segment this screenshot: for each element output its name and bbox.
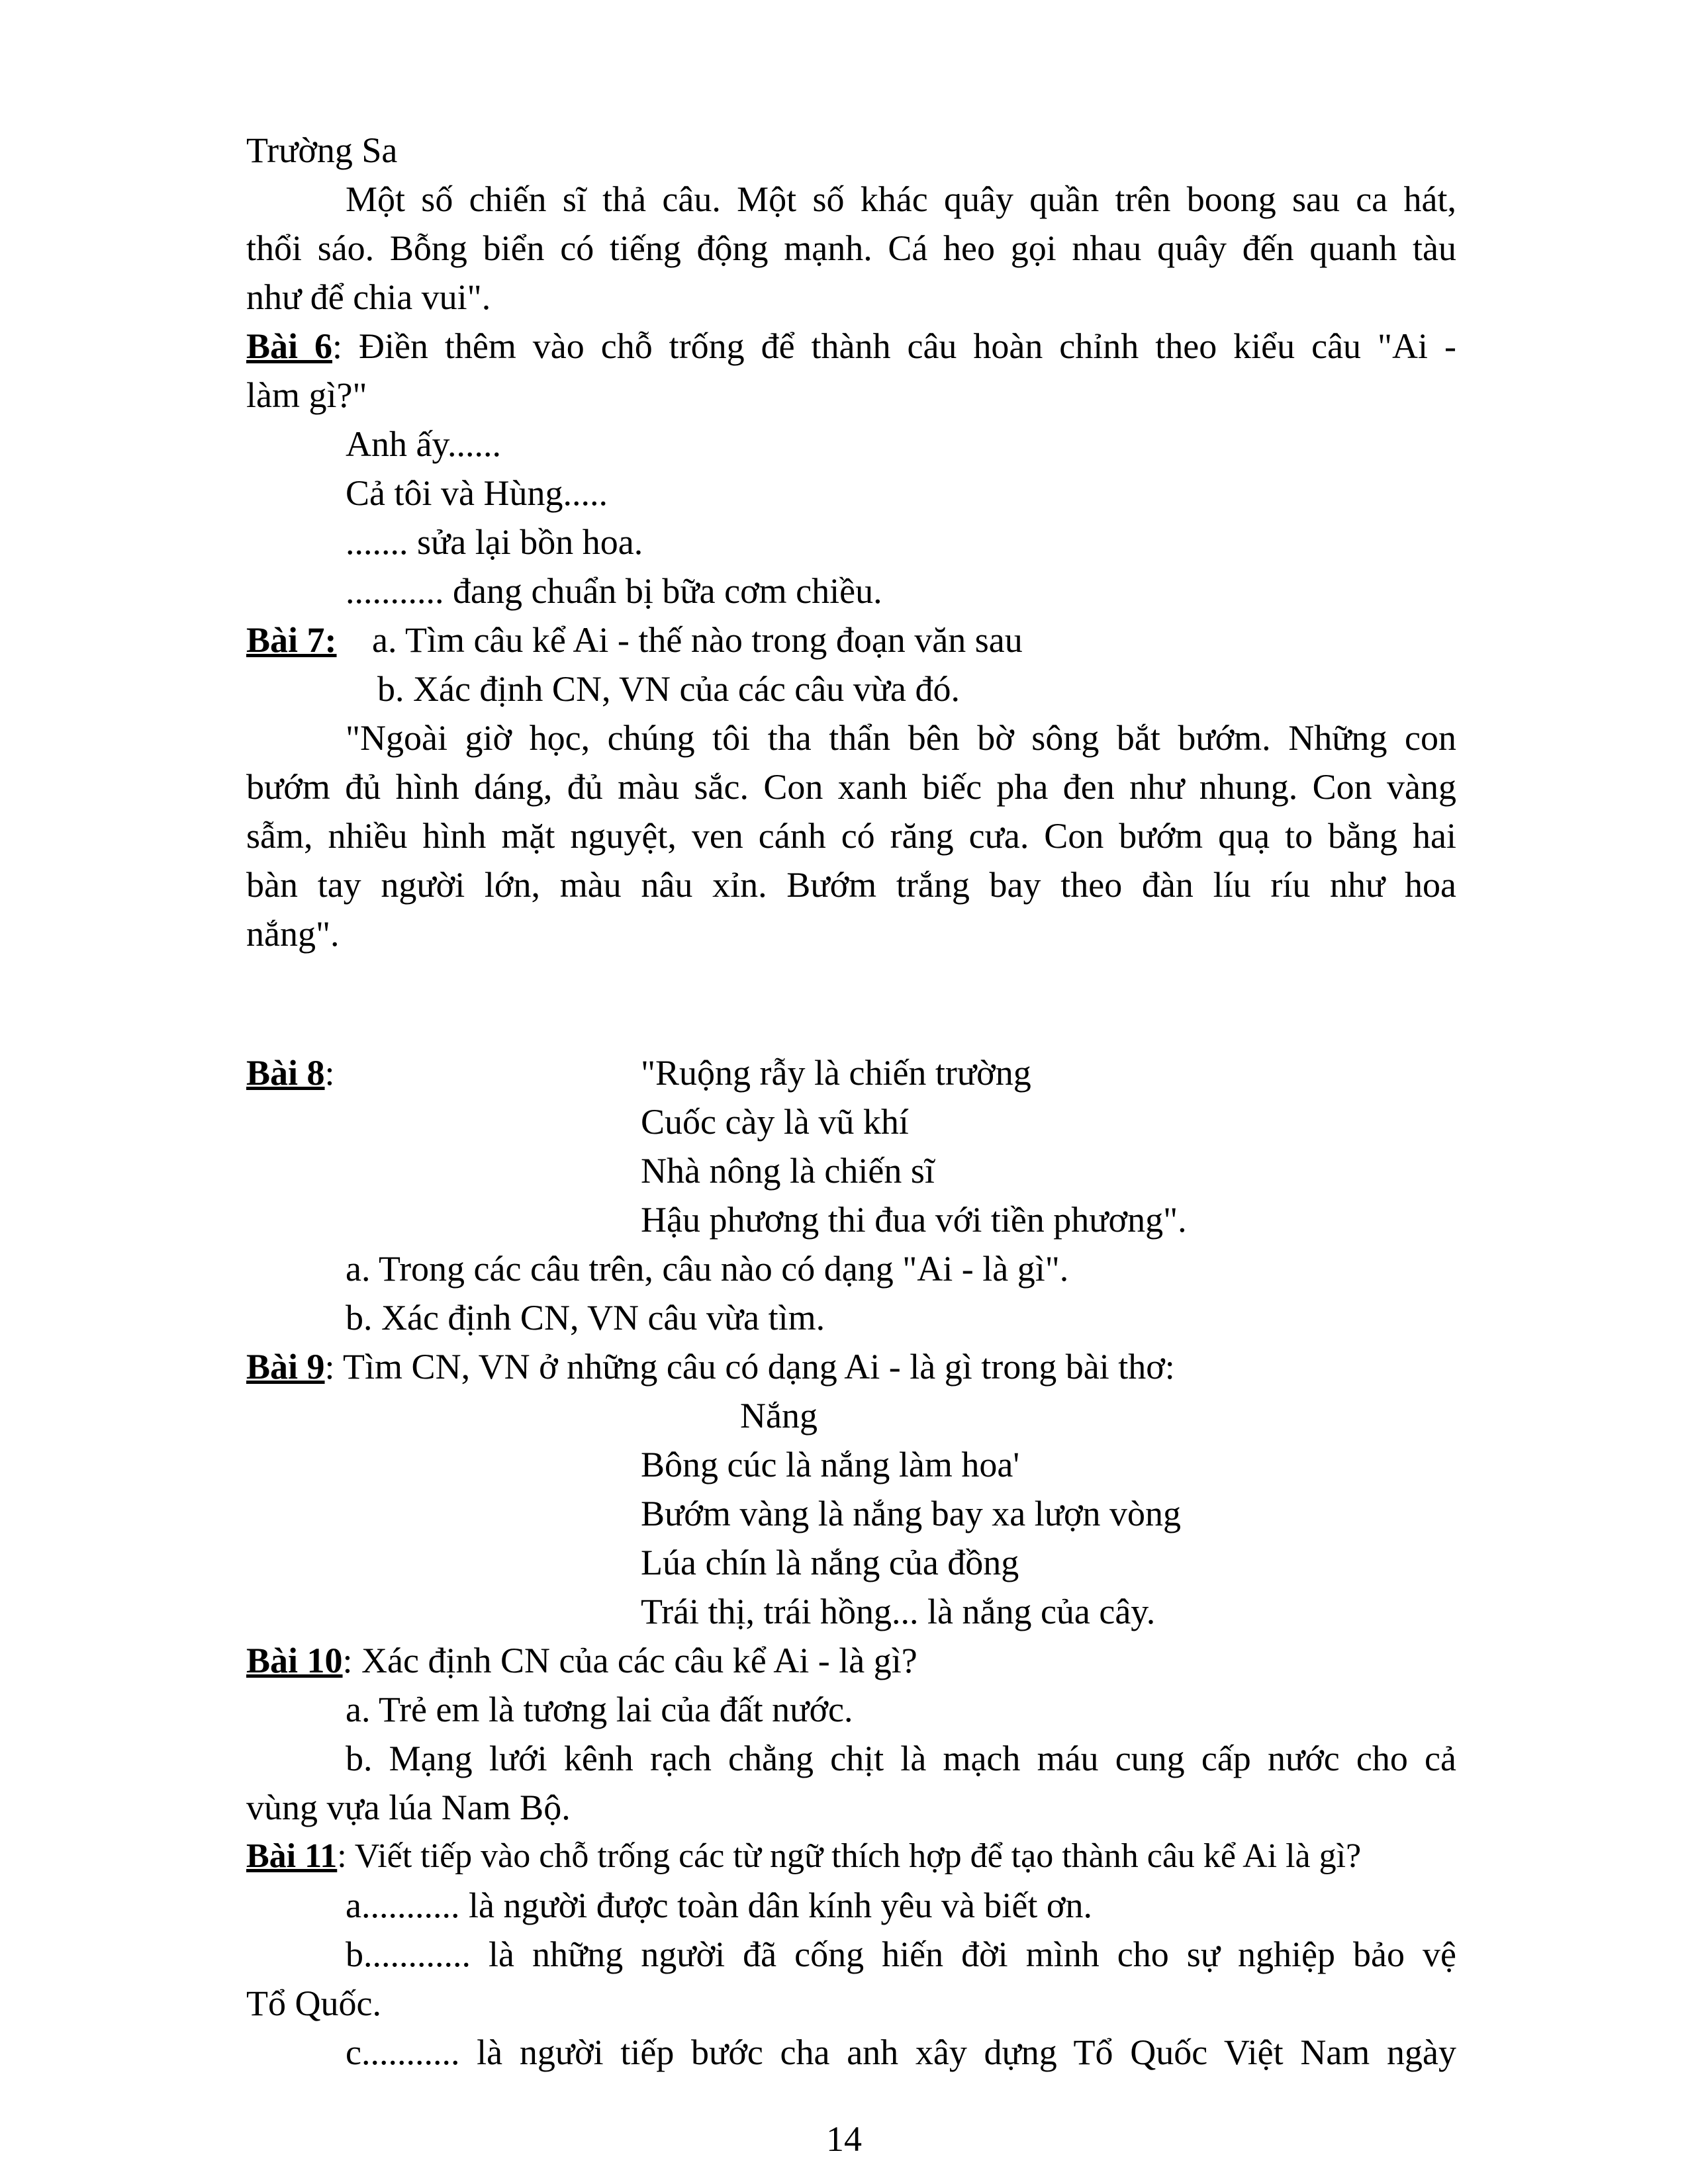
- text-line: "Ngoài giờ học, chúng tôi tha thẩn bên bờ sông bắt bướm. Những con: [346, 718, 1456, 758]
- text-line: bướm đủ hình dáng, đủ màu sắc. Con xanh biếc pha đen như nhung. Con vàng: [246, 767, 1456, 807]
- exercise-label: Bài 11: [246, 1837, 338, 1875]
- poem-line: Lúa chín là nắng của đồng: [641, 1543, 1019, 1582]
- exercise-8-label: [246, 1048, 335, 1097]
- text-line: c........... là người tiếp bước cha anh xây dựng Tổ Quốc Việt Nam ngày: [346, 2032, 1456, 2072]
- page-number: 14: [826, 2119, 862, 2159]
- text-line: như để chia vui".: [246, 277, 491, 317]
- text-line: a. Trong các câu trên, câu nào có dạng "Ai - là gì".: [346, 1249, 1069, 1289]
- poem-line: "Ruộng rẫy là chiến trường: [641, 1053, 1031, 1093]
- exercise-text: : Viết tiếp vào chỗ trống các từ ngữ thích hợp để tạo thành câu kể Ai là gì?: [337, 1837, 1362, 1875]
- exercise-colon: :: [324, 1053, 335, 1093]
- text-line: b. Xác định CN, VN câu vừa tìm.: [346, 1298, 825, 1338]
- exercise-label: Bài 7:: [246, 620, 337, 660]
- exercise-label: Bài 10: [246, 1641, 343, 1680]
- text-line: nắng".: [246, 914, 340, 954]
- exercise-text: : Tìm CN, VN ở những câu có dạng Ai - là gì trong bài thơ:: [324, 1347, 1175, 1387]
- poem-line: Nhà nông là chiến sĩ: [641, 1151, 935, 1191]
- list-item: ....... sửa lại bồn hoa.: [346, 522, 643, 562]
- poem-line: Hậu phương thi đua với tiền phương".: [641, 1200, 1187, 1240]
- text-line: a........... là người được toàn dân kính yêu và biết ơn.: [346, 1886, 1092, 1925]
- exercise-label: Bài 8: [246, 1053, 325, 1093]
- text-line: a. Trẻ em là tương lai của đất nước.: [346, 1690, 853, 1729]
- list-item: ........... đang chuẩn bị bữa cơm chiều.: [346, 571, 882, 611]
- text-line: b............ là những người đã cống hiến đời mình cho sự nghiệp bảo vệ: [346, 1934, 1456, 1974]
- exercise-9-heading: [246, 1342, 1175, 1391]
- poem-line: Trái thị, trái hồng... là nắng của cây.: [641, 1592, 1156, 1631]
- text-line: sẫm, nhiều hình mặt nguyệt, ven cánh có răng cưa. Con bướm quạ to bằng hai: [246, 816, 1456, 856]
- exercise-label: Bài 9: [246, 1347, 325, 1387]
- poem-line: Bướm vàng là nắng bay xa lượn vòng: [641, 1494, 1182, 1533]
- text-line: làm gì?": [246, 375, 367, 415]
- exercise-label: Bài 6: [246, 326, 332, 366]
- text-line: b. Mạng lưới kênh rạch chằng chịt là mạch máu cung cấp nước cho cả: [346, 1739, 1456, 1778]
- poem-line: Cuốc cày là vũ khí: [641, 1102, 909, 1142]
- exercise-7-label: [246, 615, 337, 664]
- exercise-text: : Xác định CN của các câu kể Ai - là gì?: [342, 1641, 917, 1680]
- poem-line: Bông cúc là nắng làm hoa': [641, 1445, 1020, 1484]
- exercise-text: : Điền thêm vào chỗ trống để thành câu hoàn chỉnh theo kiểu câu "Ai -: [332, 326, 1456, 366]
- exercise-6-heading: [246, 322, 1456, 371]
- text-line: Trường Sa: [246, 130, 398, 170]
- text-line: bàn tay người lớn, màu nâu xỉn. Bướm trắng bay theo đàn líu ríu như hoa: [246, 865, 1456, 905]
- list-item: Cả tôi và Hùng.....: [346, 473, 608, 513]
- poem-title: Nắng: [740, 1396, 818, 1435]
- exercise-10-heading: [246, 1636, 917, 1685]
- text-line: thổi sáo. Bỗng biển có tiếng động mạnh. Cá heo gọi nhau quây đến quanh tàu: [246, 228, 1456, 268]
- list-item: Anh ấy......: [346, 424, 501, 464]
- exercise-11-heading: [246, 1832, 1361, 1881]
- text-line: Tổ Quốc.: [246, 1983, 381, 2023]
- text-line: a. Tìm câu kể Ai - thế nào trong đoạn văn sau: [372, 620, 1023, 660]
- text-line: vùng vựa lúa Nam Bộ.: [246, 1788, 571, 1827]
- text-line: b. Xác định CN, VN của các câu vừa đó.: [377, 669, 960, 709]
- text-line: Một số chiến sĩ thả câu. Một số khác quây quần trên boong sau ca hát,: [346, 179, 1456, 219]
